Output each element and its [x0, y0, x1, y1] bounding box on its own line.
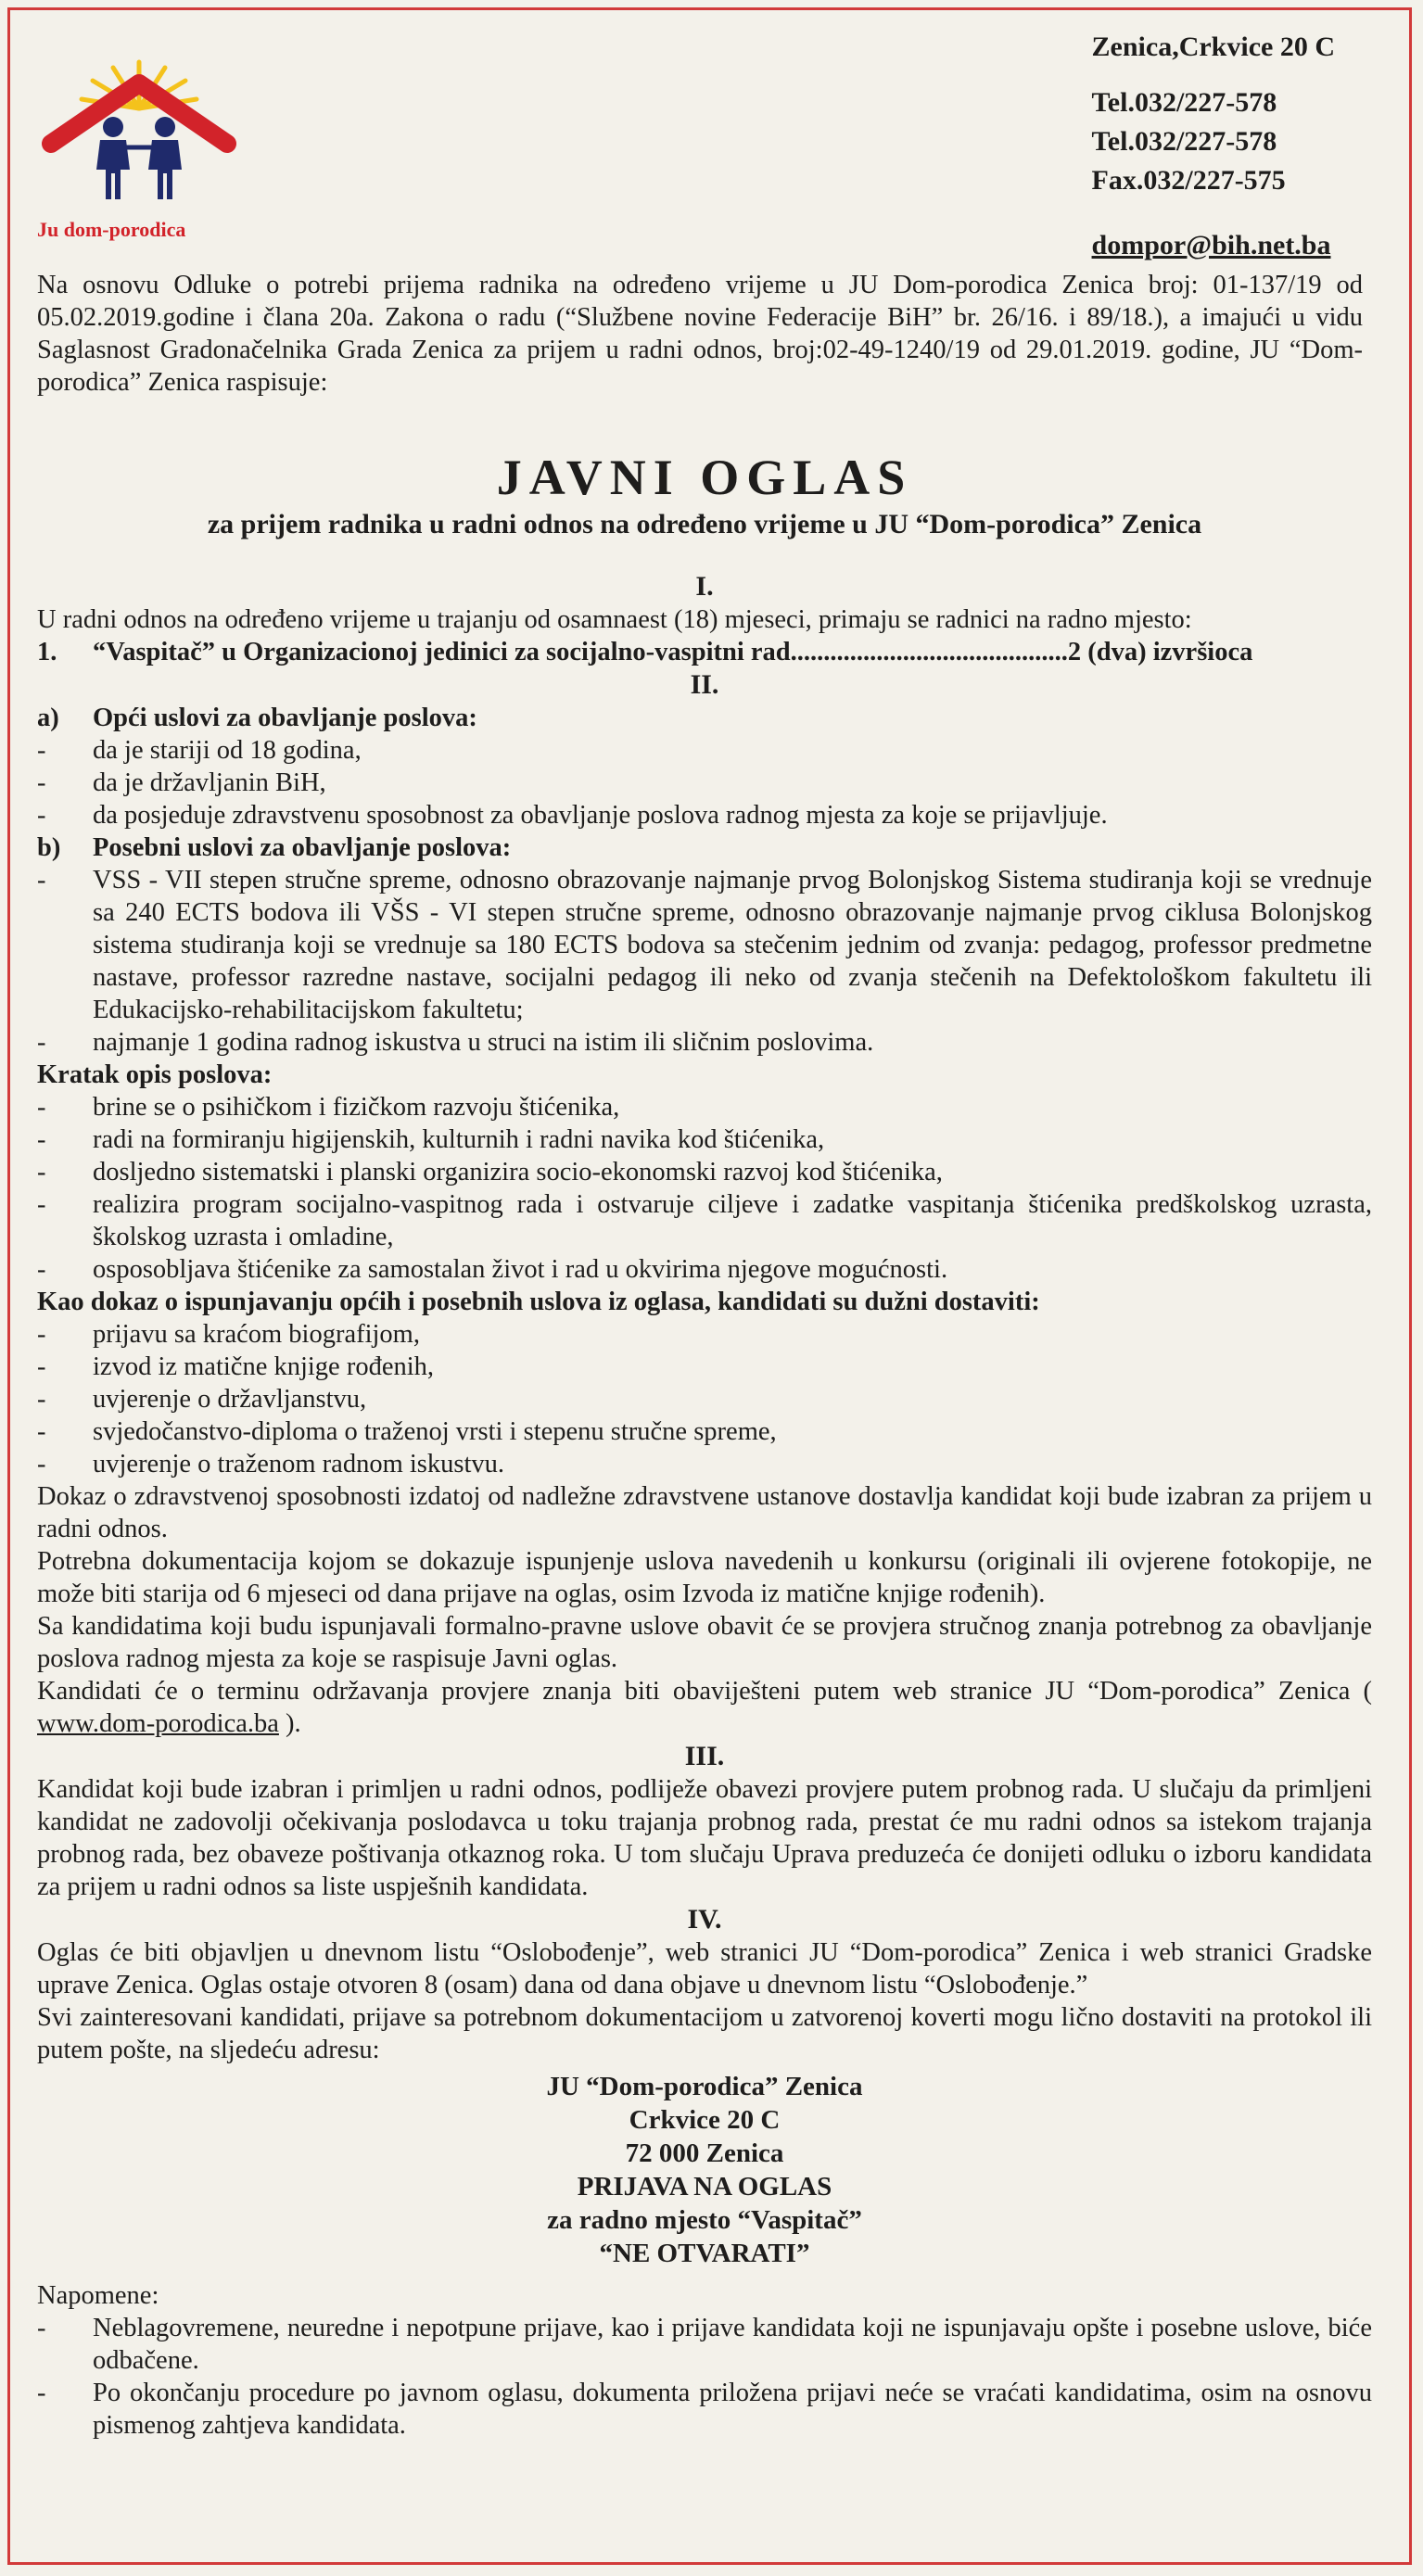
position-item: 1. “Vaspitač” u Organizacionoj jedinici za socijalno-vaspitni rad..........................................2 (dva) izvršioca [37, 638, 1253, 666]
publication-paragraph: Oglas će biti objavljen u dnevnom listu “Oslobođenje”, web stranici JU “Dom-porodica” Zenica i web stranici Gradske uprave Zenica. Oglas ostaje otvoren 8 (osam) dana od dana objave u dnevnom listu “Oslobođenje.” [37, 1938, 1372, 1999]
section-3-number: III. [684, 1741, 725, 1771]
position-dots: .......................................... [790, 638, 1068, 666]
list-item: - izvod iz matične knjige rođenih, [37, 1352, 435, 1381]
contact-block [1092, 28, 1335, 265]
notes-heading: Napomene: [37, 2281, 159, 2310]
list-item: - da je državljanin BiH, [37, 768, 326, 797]
phone-2: Tel.032/227-578 [1091, 126, 1277, 157]
section-3-text: Kandidat koji bude izabran i primljen u radni odnos, podliježe obavezi provjere putem probnog rada. U slučaju da primljeni kandidat ne zadovolji očekivanja poslodavca u toku trajanja probnog rada, prestat će mu radni odnos sa istekom trajanja probnog rada, bez obaveze poštivanja otkaznog roka. U tom slučaju Uprava preduzeća će donijeti odluku o izboru kandidata za prijem u radni odnos sa liste uspješnih kandidata. [37, 1775, 1372, 1901]
list-item: - dosljedno sistematski i planski organizira socio-ekonomski razvoj kod štićenika, [37, 1158, 943, 1186]
list-item: - da posjeduje zdravstvenu sposobnost za obavljanje poslova radnog mjesta za koje se prijavljuje. [37, 801, 1108, 830]
intro-paragraph: Na osnovu Odluke o potrebi prijema radnika na određeno vrijeme u JU Dom-porodica Zenica broj: 01-137/19 od 05.02.2019.godine i člana 20a. Zakona o radu (“Službene novine Federacije BiH” br. 26/16. i 89/18.), a imajući u vidu Saglasnost Gradonačelnika Grada Zenica za prijem u radni odnos, broj:02-49-1240/19 od 29.01.2019. godine, JU “Dom-porodica” Zenica raspisuje: [37, 271, 1363, 397]
document-subtitle: za prijem radnika u radni odnos na određeno vrijeme u JU “Dom-porodica” Zenica [207, 509, 1202, 539]
submission-paragraph: Svi zainteresovani kandidati, prijave sa potrebnom dokumentacijom u zatvorenoj koverti mogu lično dostaviti na protokol ili putem pošte, na sljedeću adresu: [37, 2003, 1372, 2064]
list-item: - svjedočanstvo-diploma o traženoj vrsti i stepenu stručne spreme, [37, 1417, 777, 1446]
letterhead [37, 19, 1372, 260]
section-2-number: II. [690, 669, 719, 700]
documentation-paragraph: Potrebna dokumentacija kojom se dokazuje ispunjenje uslova navedenih u konkursu (originali ili ovjerene fotokopije, ne može biti starija od 6 mjeseci od dana prijave na oglas, osim Izvoda iz matične knjige rođenih). [37, 1547, 1372, 1608]
position-name: “Vaspitač” u Organizacionoj jedinici za socijalno-vaspitni rad [93, 638, 791, 666]
list-item: - brine se o psihičkom i fizičkom razvoju štićenika, [37, 1093, 620, 1122]
list-item: - realizira program socijalno-vaspitnog rada i ostvaruje ciljeve i zadatke vaspitanja štićenika predškolskog uzrasta, školskog uzrasta i omladine, [37, 1190, 1372, 1251]
notification-paragraph: Kandidati će o terminu održavanja provjere znanja biti obaviješteni putem web stranice JU “Dom-porodica” Zenica ( www.dom-porodica.ba ). [37, 1677, 1372, 1738]
phone-1: Tel.032/227-578 [1091, 87, 1277, 118]
email-link[interactable]: dompor@bih.net.ba [1091, 230, 1331, 260]
health-paragraph: Dokaz o zdravstvenoj sposobnosti izdatoj od nadležne zdravstvene ustanove dostavlja kandidat koji bude izabran za prijem u radni odnos. [37, 1482, 1372, 1543]
special-conditions-heading: b) Posebni uslovi za obavljanje poslova: [37, 833, 512, 862]
website-link[interactable]: www.dom-porodica.ba [37, 1709, 279, 1738]
list-item: - Neblagovremene, neuredne i nepotpune prijave, kao i prijave kandidata koji ne ispunjavaju opšte i posebne uslove, biće odbačene. [37, 2314, 1372, 2375]
general-conditions-heading: a) Opći uslovi za obavljanje poslova: [37, 704, 477, 732]
dom-porodica-logo-icon [37, 51, 241, 209]
position-count: 2 (dva) izvršioca [1067, 638, 1253, 666]
mailing-address: JU “Dom-porodica” Zenica Crkvice 20 C 72 000 Zenica PRIJAVA NA OGLAS za radno mjesto “Vaspitač” “NE OTVARATI” [546, 2072, 863, 2268]
list-item: - radi na formiranju higijenskih, kulturnih i radni navika kod štićenika, [37, 1125, 825, 1154]
list-item: - VSS - VII stepen stručne spreme, odnosno obrazovanje najmanje prvog Bolonjskog Sistema studiranja koji se vrednuje sa 240 ECTS bodova ili VŠS - VI stepen stručne spreme, odnosno obrazovanje najmanje prvog ciklusa Bolonjskog sistema studiranja koji se vrednuje sa 180 ECTS bodova sa stečenim jednim od zvanja: pedagog, professor predmetne nastave, professor razredne nastave, socijalni pedagog ili neko od zvanja stečenih na Defektološkom fakultetu ili Edukacijsko-rehabilitacijskom fakultetu; [37, 866, 1372, 1024]
job-description-heading: Kratak opis poslova: [37, 1060, 273, 1089]
document [37, 19, 1372, 2442]
list-item: - najmanje 1 godina radnog iskustva u struci na istim ili sličnim poslovima. [37, 1028, 874, 1057]
list-item: - uvjerenje o traženom radnom iskustvu. [37, 1450, 505, 1478]
documents-heading: Kao dokaz o ispunjavanju općih i posebnih uslova iz oglasa, kandidati su dužni dostaviti: [37, 1288, 1040, 1316]
list-item: - da je stariji od 18 godina, [37, 736, 362, 765]
section-4-number: IV. [687, 1904, 722, 1935]
logo-caption: Ju dom-porodica [37, 218, 186, 241]
list-item: - osposobljava štićenike za samostalan život i rad u okvirima njegove mogućnosti. [37, 1255, 948, 1284]
fax: Fax.032/227-575 [1091, 165, 1286, 196]
address: Zenica,Crkvice 20 C [1091, 32, 1335, 62]
document-title: JAVNI OGLAS [496, 450, 913, 505]
knowledge-check-paragraph: Sa kandidatima koji budu ispunjavali formalno-pravne uslove obavit će se provjera stručnog znanja potrebnog za obavljanje poslova radnog mjesta za koje se raspisuje Javni oglas. [37, 1612, 1372, 1673]
list-item: - prijavu sa kraćom biografijom, [37, 1320, 420, 1349]
list-item: - Po okončanju procedure po javnom oglasu, dokumenta priložena prijavi neće se vraćati kandidatima, osim na osnovu pismenog zahtjeva kandidata. [37, 2379, 1372, 2440]
section-1-text: U radni odnos na određeno vrijeme u trajanju od osamnaest (18) mjeseci, primaju se radnici na radno mjesto: [37, 605, 1192, 634]
list-item: - uvjerenje o državljanstvu, [37, 1385, 367, 1414]
section-1-number: I. [695, 571, 714, 602]
